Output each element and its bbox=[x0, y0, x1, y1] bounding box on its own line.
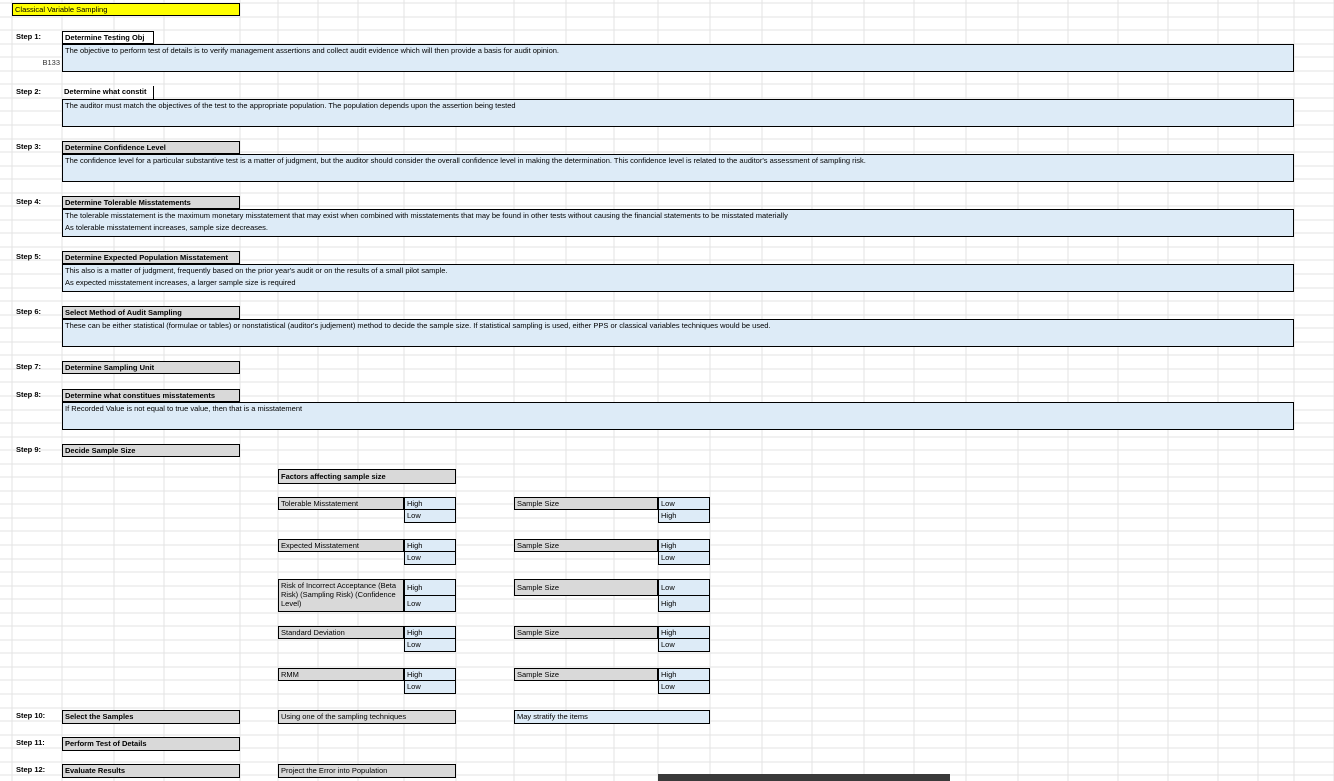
factor-level[interactable]: High bbox=[404, 579, 456, 596]
step-label[interactable]: Step 2: bbox=[16, 87, 42, 96]
factor-level[interactable]: Low bbox=[404, 510, 456, 523]
step-title[interactable]: Determine what constitues misstatements bbox=[62, 389, 240, 402]
sample-size-level[interactable]: Low bbox=[658, 681, 710, 694]
factor-name[interactable]: Tolerable Misstatement bbox=[278, 497, 404, 510]
factor-level[interactable]: High bbox=[404, 539, 456, 552]
sample-size-level[interactable]: High bbox=[658, 539, 710, 552]
sample-size-level[interactable]: Low bbox=[658, 552, 710, 565]
step-note[interactable]: Project the Error into Population bbox=[278, 764, 456, 778]
step-description[interactable] bbox=[62, 44, 1294, 72]
step-label[interactable]: Step 7: bbox=[16, 362, 42, 371]
step-title[interactable]: Determine Expected Population Misstatement bbox=[62, 251, 240, 264]
factor-level[interactable]: High bbox=[404, 497, 456, 510]
step-title[interactable]: Determine Sampling Unit bbox=[62, 361, 240, 374]
step-title[interactable]: Determine Tolerable Misstatements bbox=[62, 196, 240, 209]
factors-header[interactable]: Factors affecting sample size bbox=[278, 469, 456, 484]
step-title[interactable]: Evaluate Results bbox=[62, 764, 240, 778]
sample-size-label[interactable]: Sample Size bbox=[514, 497, 658, 510]
sample-size-level[interactable]: Low bbox=[658, 497, 710, 510]
factor-name[interactable]: Standard Deviation bbox=[278, 626, 404, 639]
sample-size-level[interactable]: High bbox=[658, 626, 710, 639]
sheet-title[interactable]: Classical Variable Sampling bbox=[12, 3, 240, 16]
step-label[interactable]: Step 4: bbox=[16, 197, 42, 206]
step-label[interactable]: Step 8: bbox=[16, 390, 42, 399]
step-note[interactable]: Using one of the sampling techniques bbox=[278, 710, 456, 724]
sample-size-level[interactable]: High bbox=[658, 596, 710, 612]
step-title[interactable]: Perform Test of Details bbox=[62, 737, 240, 751]
step-label[interactable]: Step 5: bbox=[16, 252, 42, 261]
sample-size-label[interactable]: Sample Size bbox=[514, 539, 658, 552]
factor-level[interactable]: Low bbox=[404, 552, 456, 565]
factor-name[interactable]: Expected Misstatement bbox=[278, 539, 404, 552]
description-line: These can be either statistical (formulae or tables) or nonstatistical (auditor's judjement) method to decide the sample size. If statistical sampling is used, either PPS or classical variables techniques would be used. bbox=[65, 321, 771, 330]
bottom-overlay-bar bbox=[658, 774, 950, 781]
description-line: This also is a matter of judgment, frequently based on the prior year's audit or on the results of a small pilot sample. bbox=[65, 266, 448, 275]
description-line: The auditor must match the objectives of the test to the appropriate population. The population depends upon the assertion being tested bbox=[65, 101, 516, 110]
factor-name[interactable]: Risk of Incorrect Acceptance (Beta Risk) (Sampling Risk) (Confidence Level) bbox=[278, 579, 404, 612]
description-line: As tolerable misstatement increases, sample size decreases. bbox=[65, 223, 269, 232]
step-description[interactable] bbox=[62, 154, 1294, 182]
sample-size-level[interactable]: Low bbox=[658, 579, 710, 596]
step-description[interactable] bbox=[62, 402, 1294, 430]
factor-name[interactable]: RMM bbox=[278, 668, 404, 681]
step-label[interactable]: Step 12: bbox=[16, 765, 46, 774]
step-label[interactable]: Step 6: bbox=[16, 307, 42, 316]
step-note[interactable]: May stratify the items bbox=[514, 710, 710, 724]
description-line: The confidence level for a particular substantive test is a matter of judgment, but the auditor should consider the overall confidence level in making the determination. This confidence level is related to the auditor's assessment of sampling risk. bbox=[65, 156, 866, 165]
factor-level[interactable]: Low bbox=[404, 681, 456, 694]
description-line: The tolerable misstatement is the maximum monetary misstatement that may exist when combined with misstatements that may be found in other tests without causing the financial statements to be misstated materially bbox=[65, 211, 788, 220]
sample-size-level[interactable]: High bbox=[658, 510, 710, 523]
step-title[interactable]: Determine Confidence Level bbox=[62, 141, 240, 154]
factor-level[interactable]: Low bbox=[404, 639, 456, 652]
sample-size-label[interactable]: Sample Size bbox=[514, 668, 658, 681]
step-label[interactable]: Step 3: bbox=[16, 142, 42, 151]
factor-level[interactable]: High bbox=[404, 626, 456, 639]
description-line: If Recorded Value is not equal to true value, then that is a misstatement bbox=[65, 404, 303, 413]
step-label[interactable]: Step 11: bbox=[16, 738, 45, 747]
description-line: As expected misstatement increases, a larger sample size is required bbox=[65, 278, 296, 287]
step-label[interactable]: Step 9: bbox=[16, 445, 42, 454]
factor-level[interactable]: Low bbox=[404, 596, 456, 612]
sample-size-level[interactable]: Low bbox=[658, 639, 710, 652]
sample-size-label[interactable]: Sample Size bbox=[514, 579, 658, 596]
sample-size-level[interactable]: High bbox=[658, 668, 710, 681]
step-title[interactable]: Select Method of Audit Sampling bbox=[62, 306, 240, 319]
step-label[interactable]: Step 10: bbox=[16, 711, 46, 720]
description-line: The objective to perform test of details is to verify management assertions and collect audit evidence which will then provide a basis for audit opinion. bbox=[65, 46, 560, 55]
cell-reference[interactable]: B133 bbox=[42, 58, 60, 67]
step-description[interactable] bbox=[62, 264, 1294, 292]
step-title[interactable]: Determine Testing Obj bbox=[62, 31, 154, 44]
step-title[interactable]: Decide Sample Size bbox=[62, 444, 240, 457]
step-title[interactable]: Select the Samples bbox=[62, 710, 240, 724]
sample-size-label[interactable]: Sample Size bbox=[514, 626, 658, 639]
step-label[interactable]: Step 1: bbox=[16, 32, 42, 41]
step-title[interactable]: Determine what constit bbox=[62, 86, 154, 99]
step-description[interactable] bbox=[62, 319, 1294, 347]
step-description[interactable] bbox=[62, 99, 1294, 127]
factor-level[interactable]: High bbox=[404, 668, 456, 681]
step-description[interactable] bbox=[62, 209, 1294, 237]
